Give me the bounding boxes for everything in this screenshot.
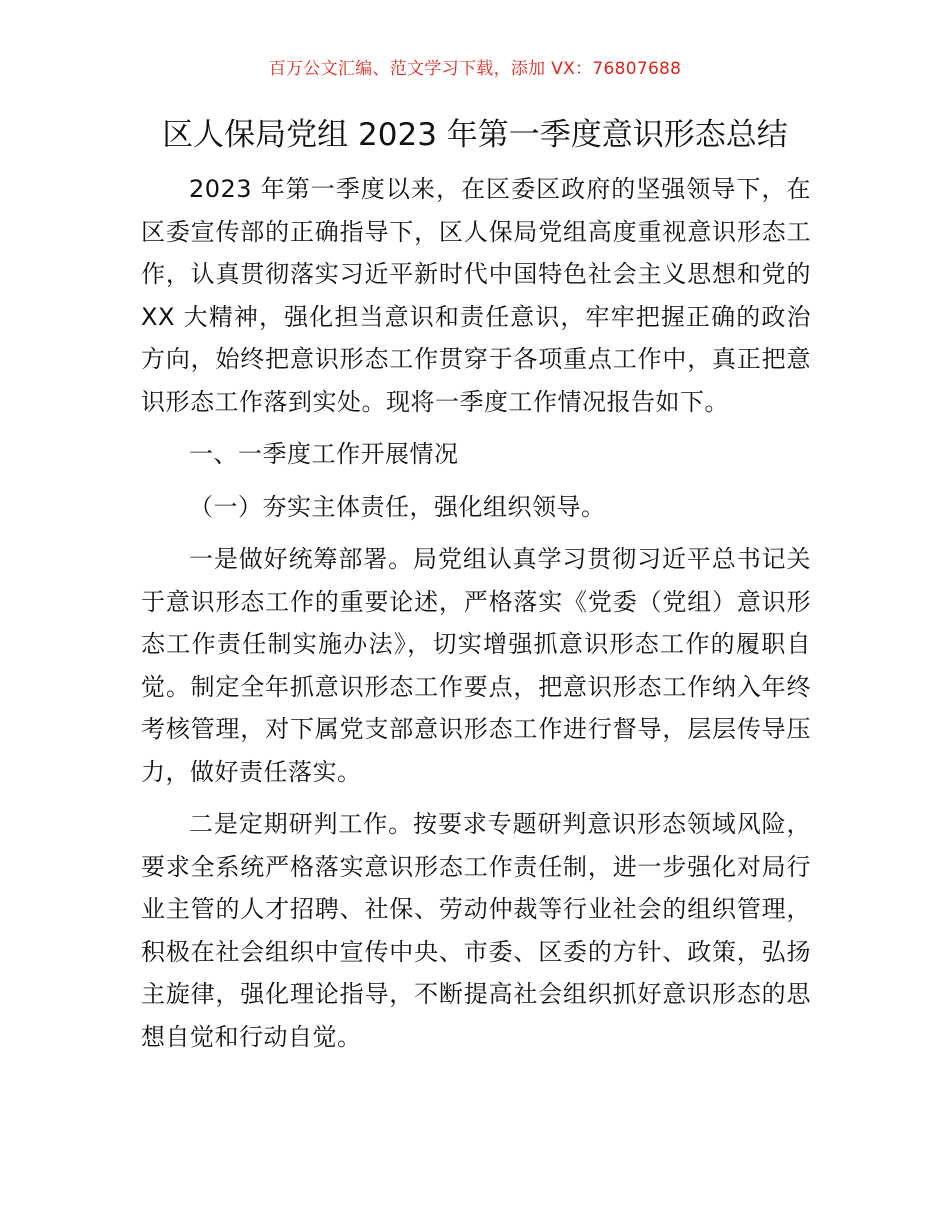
subsection-heading-1: （一）夯实主体责任，强化组织领导。: [189, 492, 606, 521]
section-heading-1: 一、一季度工作开展情况: [189, 440, 459, 468]
promo-header-note: 百万公文汇编、范文学习下载，添加 VX：76807688: [268, 59, 682, 79]
point-paragraph-1: 一是做好统筹部署。局党组认真学习贯彻习近平总书记关于意识形态工作的重要论述，严格落实《党委（党组）意识形态工作责任制实施办法》，切实增强抓意识形态工作的履职自觉。制定全年抓意识形态工作要点，把意识形态工作纳入年终考核管理，对下属党支部意识形态工作进行督导，层层传导压力，做好责任落实。: [141, 545, 811, 786]
document-title: 区人保局党组 2023 年第一季度意识形态总结: [162, 117, 788, 153]
point-paragraph-2: 二是定期研判工作。按要求专题研判意识形态领域风险，要求全系统严格落实意识形态工作责任制，进一步强化对局行业主管的人才招聘、社保、劳动仲裁等行业社会的组织管理，积极在社会组织中宣传中央、市委、区委的方针、政策，弘扬主旋律，强化理论指导，不断提高社会组织抓好意识形态的思想自觉和行动自觉。: [141, 810, 811, 1051]
document-body: [141, 168, 811, 1058]
intro-paragraph: 2023 年第一季度以来，在区委区政府的坚强领导下，在区委宣传部的正确指导下，区人保局党组高度重视意识形态工作，认真贯彻落实习近平新时代中国特色社会主义思想和党的XX 大精神，强化担当意识和责任意识，牢牢把握正确的政治方向，始终把意识形态工作贯穿于各项重点工作中，真正把意识形态工作落到实处。现将一季度工作情况报告如下。: [141, 175, 811, 416]
